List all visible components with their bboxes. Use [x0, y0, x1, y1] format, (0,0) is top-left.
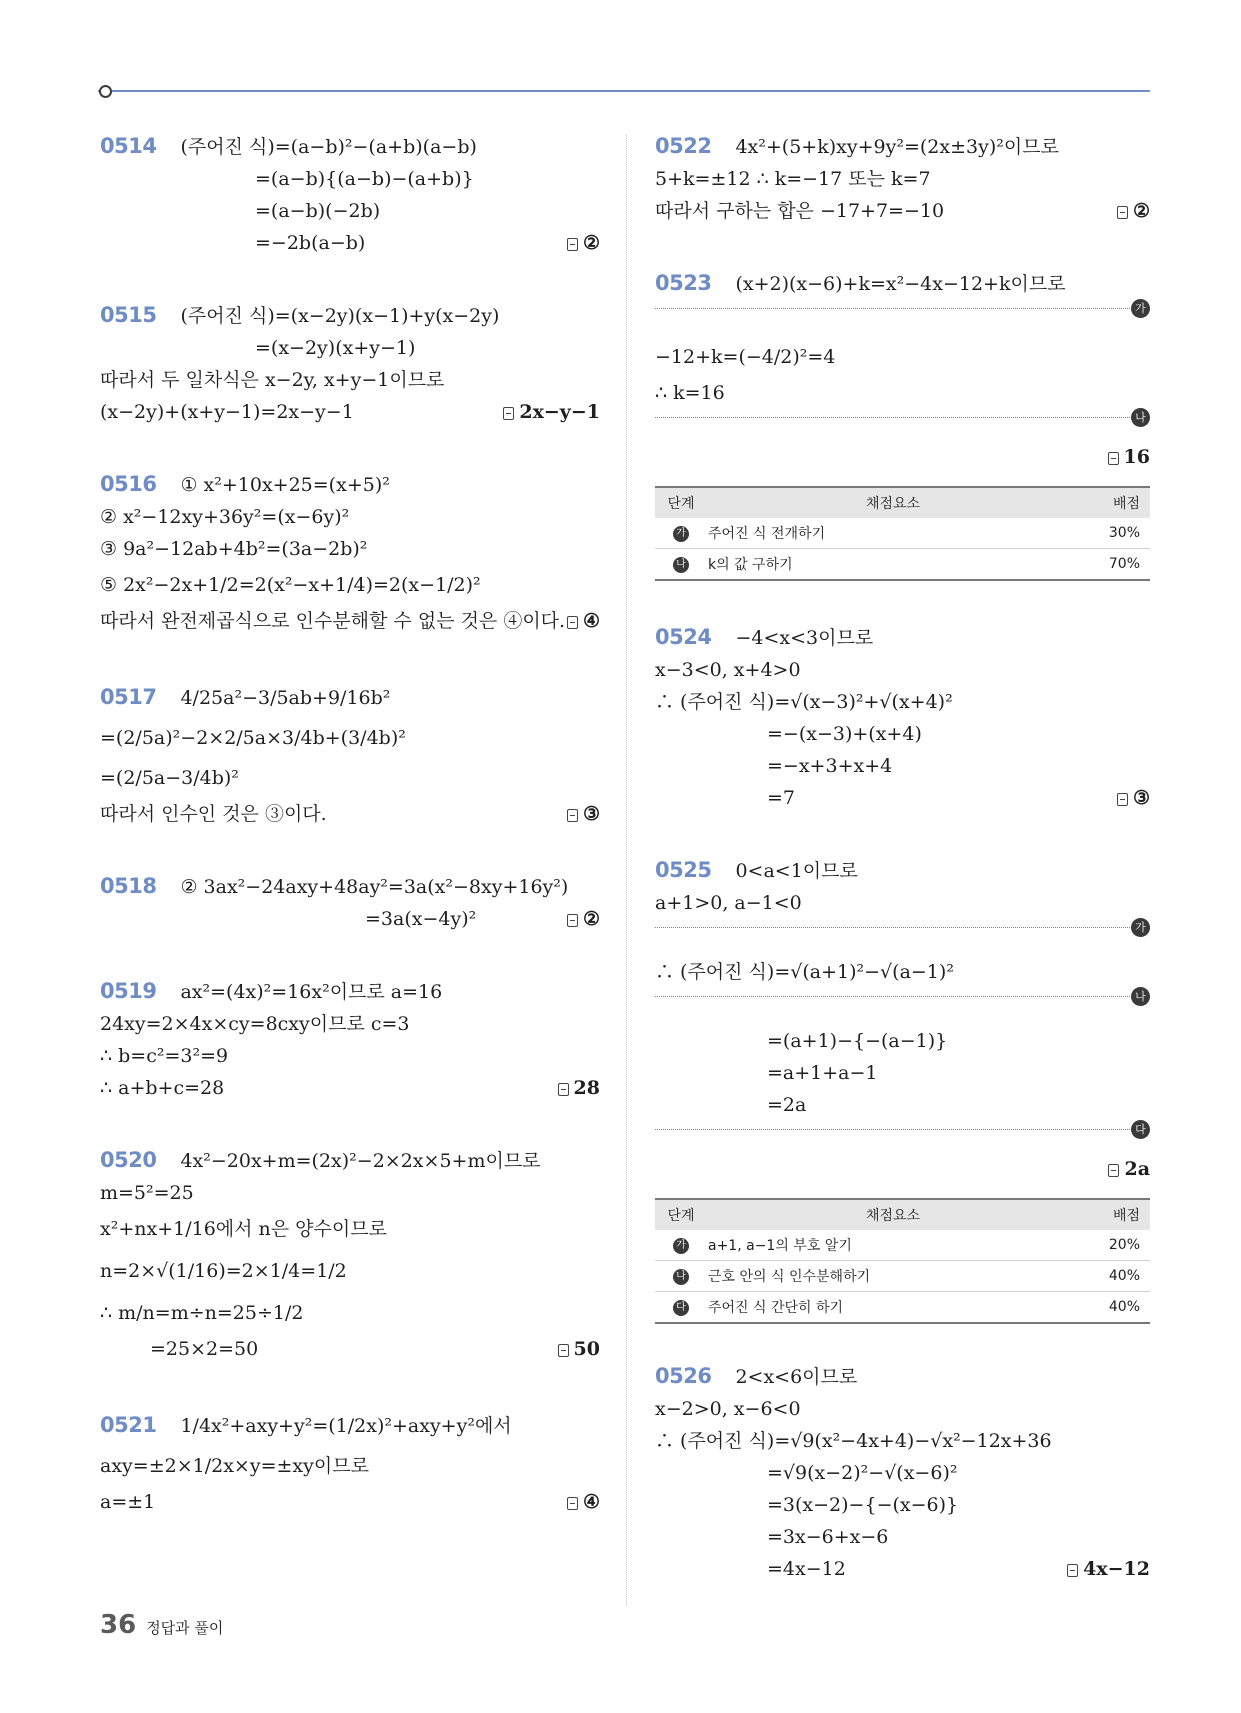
answer-icon	[1117, 793, 1128, 806]
solution-line: (x−2y)+(x+y−1)=2x−y−1	[100, 401, 354, 423]
answer-icon	[567, 616, 578, 629]
answer-badge: 16	[1108, 446, 1150, 468]
step-marker-icon: 다	[673, 1300, 689, 1316]
table-header-points: 배점	[1079, 487, 1150, 518]
problem-number: 0521	[100, 1413, 157, 1437]
scoring-table	[655, 1198, 1150, 1324]
solution-line: 4/25a²−3/5ab+9/16b²	[180, 687, 391, 709]
solution-line: 따라서 구하는 합은 −17+7=−10	[655, 200, 945, 222]
page-footer	[100, 1610, 223, 1640]
table-row	[655, 1261, 1150, 1292]
answer-badge: ②	[567, 903, 600, 935]
criteria-cell: 주어진 식 간단히 하기	[707, 1292, 1079, 1324]
points-cell: 40%	[1079, 1261, 1150, 1292]
scoring-table	[655, 486, 1150, 581]
step-marker-icon: 가	[1131, 918, 1150, 937]
step-marker-icon: 가	[673, 1238, 689, 1254]
answer-icon	[503, 407, 514, 420]
header-dot	[99, 85, 112, 98]
answer-icon	[567, 1497, 578, 1510]
solution-line: a=±1	[100, 1491, 156, 1513]
solution-line: =−2b(a−b)	[255, 232, 366, 254]
solution-line: ∴ b=c²=3²=9	[100, 1045, 229, 1067]
problem-number: 0519	[100, 979, 157, 1003]
problem-0519	[100, 975, 600, 1104]
problem-0515	[100, 299, 600, 428]
solution-line: 1/4x²+axy+y²=(1/2x)²+axy+y²에서	[180, 1415, 512, 1437]
step-divider	[655, 990, 1150, 1019]
solution-line: ∴ k=16	[655, 382, 725, 404]
solution-line: 5+k=±12 ∴ k=−17 또는 k=7	[655, 168, 931, 190]
problem-number: 0515	[100, 303, 157, 327]
solution-line: (x+2)(x−6)+k=x²−4x−12+k이므로	[735, 273, 1066, 295]
answer-badge: 2a	[1108, 1158, 1150, 1180]
answer-badge: ③	[567, 798, 600, 830]
answer-icon	[567, 914, 578, 927]
problem-number: 0525	[655, 858, 712, 882]
solution-line: −12+k=(−4/2)²=4	[655, 346, 836, 368]
table-header-step: 단계	[655, 487, 707, 518]
solution-line: =3(x−2)−{−(x−6)}	[767, 1494, 959, 1516]
step-divider	[655, 411, 1150, 440]
solution-line: =3x−6+x−6	[767, 1526, 889, 1548]
points-cell: 40%	[1079, 1292, 1150, 1324]
table-row	[655, 549, 1150, 581]
problem-0514	[100, 130, 600, 259]
problem-number: 0520	[100, 1148, 157, 1172]
solution-line: =(a+1)−{−(a−1)}	[767, 1030, 948, 1052]
problem-number: 0517	[100, 685, 157, 709]
step-marker-icon: 나	[673, 1269, 689, 1285]
solution-line: ∴ (주어진 식)=√(x−3)²+√(x+4)²	[655, 691, 953, 713]
solution-line: =(a−b)(−2b)	[255, 200, 381, 222]
solution-line: (주어진 식)=(x−2y)(x−1)+y(x−2y)	[180, 305, 500, 327]
table-header-step: 단계	[655, 1199, 707, 1230]
answer-icon	[1067, 1564, 1078, 1577]
answer-badge: 28	[558, 1072, 600, 1104]
solution-line: =a+1+a−1	[767, 1062, 878, 1084]
solution-line: =3a(x−4y)²	[365, 908, 477, 930]
solution-line: ∴ m/n=m÷n=25÷1/2	[100, 1302, 304, 1324]
step-divider	[655, 1123, 1150, 1152]
answer-badge: ②	[567, 227, 600, 259]
problem-0522	[655, 130, 1150, 227]
solution-line: axy=±2×1/2x×y=±xy이므로	[100, 1455, 369, 1477]
solution-line: x−3<0, x+4>0	[655, 659, 801, 681]
points-cell: 20%	[1079, 1230, 1150, 1261]
solution-line: =−x+3+x+4	[767, 755, 893, 777]
solution-line: =−(x−3)+(x+4)	[767, 723, 922, 745]
answer-badge: 4x−12	[1067, 1553, 1150, 1585]
solution-line: 따라서 완전제곱식으로 인수분해할 수 없는 것은 ④이다.	[100, 610, 566, 632]
table-row	[655, 1292, 1150, 1324]
solution-line: x²+nx+1/16에서 n은 양수이므로	[100, 1218, 387, 1240]
problem-number: 0524	[655, 625, 712, 649]
problem-0521	[100, 1405, 600, 1518]
problem-number: 0518	[100, 874, 157, 898]
criteria-cell: a+1, a−1의 부호 알기	[707, 1230, 1079, 1261]
answer-icon	[567, 809, 578, 822]
solution-line: ⑤ 2x²−2x+1/2=2(x²−x+1/4)=2(x−1/2)²	[100, 574, 481, 596]
table-header-points: 배점	[1079, 1199, 1150, 1230]
solution-line: −4<x<3이므로	[735, 627, 874, 649]
table-row	[655, 518, 1150, 549]
problem-0517	[100, 677, 600, 830]
step-marker-icon: 가	[1131, 299, 1150, 318]
solution-line: =(a−b){(a−b)−(a+b)}	[255, 168, 474, 190]
problem-0518	[100, 870, 600, 935]
problem-number: 0516	[100, 472, 157, 496]
solution-line: ∴ (주어진 식)=√9(x²−4x+4)−√x²−12x+36	[655, 1430, 1052, 1452]
problem-number: 0523	[655, 271, 712, 295]
answer-badge: ④	[567, 1486, 600, 1518]
solution-line: 24xy=2×4x×cy=8cxy이므로 c=3	[100, 1013, 410, 1035]
solution-line: =7	[767, 787, 796, 809]
points-cell: 30%	[1079, 518, 1150, 549]
solution-line: =25×2=50	[150, 1338, 259, 1360]
solution-line: 2<x<6이므로	[735, 1366, 858, 1388]
problem-0526	[655, 1360, 1150, 1585]
answer-icon	[1108, 452, 1119, 465]
solution-line: 0<a<1이므로	[735, 860, 858, 882]
solution-line: 4x²−20x+m=(2x)²−2×2x×5+m이므로	[180, 1150, 541, 1172]
solution-line: m=5²=25	[100, 1182, 194, 1204]
step-marker-icon: 다	[1131, 1120, 1150, 1139]
step-marker-icon: 나	[1131, 408, 1150, 427]
points-cell: 70%	[1079, 549, 1150, 581]
problem-0525	[655, 854, 1150, 1324]
answer-icon	[1117, 206, 1128, 219]
solution-line: =(2/5a−3/4b)²	[100, 767, 239, 789]
criteria-cell: 주어진 식 전개하기	[707, 518, 1079, 549]
solution-line: ∴ a+b+c=28	[100, 1077, 225, 1099]
answer-badge: ④	[567, 605, 600, 637]
solution-line: =(2/5a)²−2×2/5a×3/4b+(3/4b)²	[100, 727, 406, 749]
solution-line: ③ 9a²−12ab+4b²=(3a−2b)²	[100, 538, 368, 560]
solution-line: =(x−2y)(x+y−1)	[255, 337, 416, 359]
left-column	[100, 130, 600, 1518]
page-number: 36	[100, 1610, 137, 1640]
problem-0524	[655, 621, 1150, 814]
answer-badge: 2x−y−1	[503, 396, 600, 428]
footer-label: 정답과 풀이	[146, 1619, 224, 1637]
answer-icon	[1108, 1164, 1119, 1177]
solution-line: 4x²+(5+k)xy+9y²=(2x±3y)²이므로	[735, 136, 1059, 158]
solution-line: 따라서 인수인 것은 ③이다.	[100, 803, 327, 825]
problem-number: 0514	[100, 134, 157, 158]
step-divider	[655, 302, 1150, 331]
criteria-cell: 근호 안의 식 인수분해하기	[707, 1261, 1079, 1292]
solution-line: =4x−12	[767, 1558, 846, 1580]
problem-number: 0522	[655, 134, 712, 158]
step-marker-icon: 가	[673, 526, 689, 542]
solution-line: (주어진 식)=(a−b)²−(a+b)(a−b)	[180, 136, 477, 158]
solution-line: =2a	[767, 1094, 807, 1116]
solution-line: x−2>0, x−6<0	[655, 1398, 801, 1420]
right-column	[655, 130, 1150, 1585]
answer-icon	[567, 238, 578, 251]
solution-line: 따라서 두 일차식은 x−2y, x+y−1이므로	[100, 369, 445, 391]
solution-line: ② 3ax²−24axy+48ay²=3a(x²−8xy+16y²)	[180, 876, 569, 898]
answer-badge: ③	[1117, 782, 1150, 814]
answer-badge: ②	[1117, 195, 1150, 227]
solution-line: ∴ (주어진 식)=√(a+1)²−√(a−1)²	[655, 961, 954, 983]
answer-badge: 50	[558, 1333, 600, 1365]
solution-line: ax²=(4x)²=16x²이므로 a=16	[180, 981, 443, 1003]
problem-0516	[100, 468, 600, 637]
problem-number: 0526	[655, 1364, 712, 1388]
solution-line: ② x²−12xy+36y²=(x−6y)²	[100, 506, 350, 528]
problem-0520	[100, 1144, 600, 1365]
table-header-criteria: 채점요소	[707, 487, 1079, 518]
answer-icon	[558, 1344, 569, 1357]
solution-line: a+1>0, a−1<0	[655, 892, 802, 914]
criteria-cell: k의 값 구하기	[707, 549, 1079, 581]
table-header-criteria: 채점요소	[707, 1199, 1079, 1230]
solution-line: =√9(x−2)²−√(x−6)²	[767, 1462, 958, 1484]
answer-icon	[558, 1083, 569, 1096]
solution-line: ① x²+10x+25=(x+5)²	[180, 474, 390, 496]
solution-line: n=2×√(1/16)=2×1/4=1/2	[100, 1260, 347, 1282]
problem-0523	[655, 267, 1150, 581]
header-rule	[98, 90, 1150, 92]
column-divider	[626, 135, 627, 1605]
step-marker-icon: 나	[673, 557, 689, 573]
step-marker-icon: 나	[1131, 987, 1150, 1006]
step-divider	[655, 921, 1150, 950]
table-row	[655, 1230, 1150, 1261]
